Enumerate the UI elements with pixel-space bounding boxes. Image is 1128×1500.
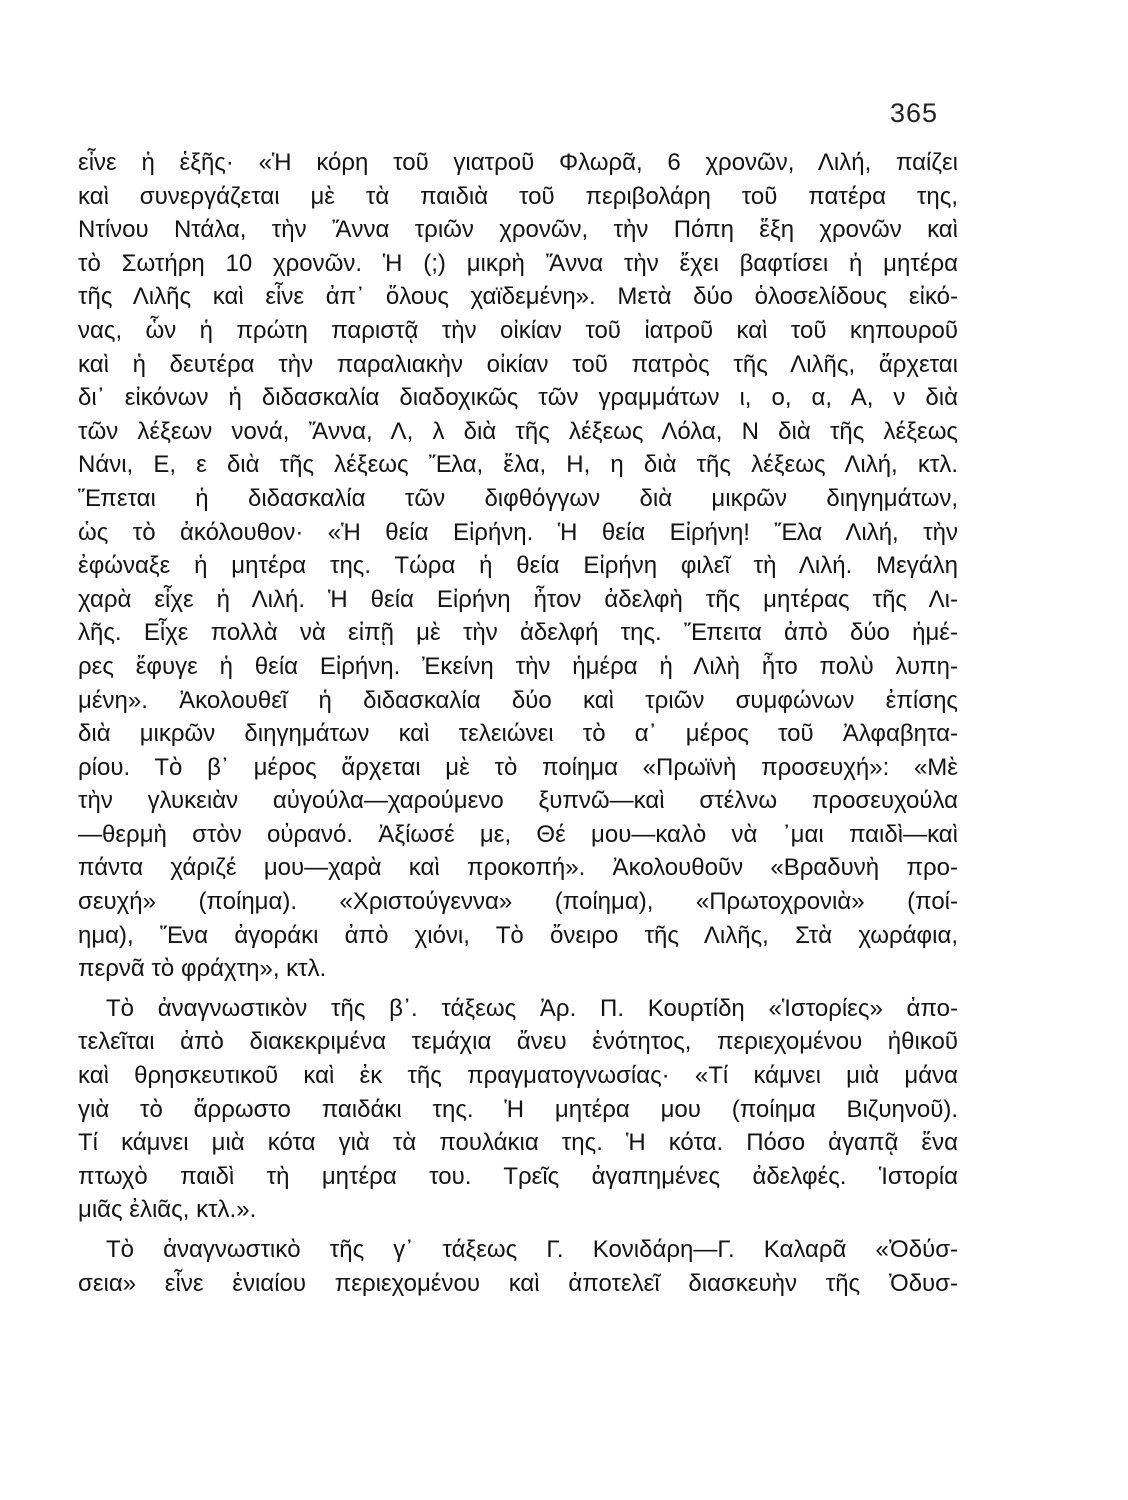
text-line: μιᾶς ἐλιᾶς, κτλ.». [78, 1196, 257, 1224]
text-line: καὶ συνεργάζεται μὲ τὰ παιδιὰ τοῦ περιβολάρη τοῦ πατέρα της, [78, 182, 958, 210]
text-line: Τὸ ἀναγνωστικὸ τῆς γ᾿ τάξεως Γ. Κονιδάρη—Γ. Καλαρᾶ «Ὀδύσ- [106, 1236, 958, 1263]
text-line: καὶ ἡ δευτέρα τὴν παραλιακὴν οἰκίαν τοῦ πατρὸς τῆς Λιλῆς, ἄρχεται [78, 350, 958, 378]
text-line: πτωχὸ παιδὶ τὴ μητέρα του. Τρεῖς ἀγαπημένες ἀδελφές. Ἱστορία [78, 1162, 958, 1190]
text-line: νας, ὧν ἡ πρώτη παριστᾷ τὴν οἰκίαν τοῦ ἰατροῦ καὶ τοῦ κηπουροῦ [78, 316, 958, 344]
paragraph-3 [78, 1233, 958, 1300]
text-line: εἶνε ἡ ἑξῆς· «Ἡ κόρη τοῦ γιατροῦ Φλωρᾶ, 6 χρονῶν, Λιλή, παίζει [78, 149, 958, 176]
text-line: Τὸ ἀναγνωστικὸν τῆς β᾿. τάξεως Ἀρ. Π. Κουρτίδη «Ἱστορίες» ἀπο- [106, 994, 958, 1022]
text-line: σευχή» (ποίημα). «Χριστούγεννα» (ποίημα), «Πρωτοχρονιὰ» (ποί- [78, 888, 958, 916]
text-line: ὡς τὸ ἀκόλουθον· «Ἡ θεία Εἰρήνη. Ἡ θεία Εἰρήνη! Ἔλα Λιλή, τὴν [78, 518, 958, 546]
text-line: ημα), Ἕνα ἀγοράκι ἀπὸ χιόνι, Τὸ ὄνειρο τῆς Λιλῆς, Στὰ χωράφια, [78, 921, 958, 949]
text-line: Ντίνου Ντάλα, τὴν Ἄννα τριῶν χρονῶν, τὴν Πόπη ἕξη χρονῶν καὶ [78, 216, 958, 244]
page-number: 365 [889, 98, 938, 128]
body-text [78, 146, 958, 1300]
text-line: περνᾶ τὸ φράχτη», κτλ. [78, 955, 327, 983]
text-line: ρες ἔφυγε ἡ θεία Εἰρήνη. Ἐκείνη τὴν ἡμέρα ἡ Λιλὴ ἦτο πολὺ λυπη- [78, 652, 958, 680]
text-line: λῆς. Εἶχε πολλὰ νὰ εἰπῇ μὲ τὴν ἀδελφή της. Ἔπειτα ἀπὸ δύο ἡμέ- [78, 619, 958, 647]
text-line: Ἕπεται ἡ διδασκαλία τῶν διφθόγγων διὰ μικρῶν διηγημάτων, [78, 484, 958, 512]
text-line: τῆς Λιλῆς καὶ εἶνε ἀπ᾿ ὅλους χαϊδεμένη». Μετὰ δύο ὁλοσελίδους εἰκό- [78, 283, 958, 311]
text-line: ρίου. Τὸ β᾿ μέρος ἄρχεται μὲ τὸ ποίημα «Πρωϊνὴ προσευχή»: «Μὲ [78, 753, 958, 781]
text-line: τὸ Σωτήρη 10 χρονῶν. Ἡ (;) μικρὴ Ἄννα τὴν ἔχει βαφτίσει ἡ μητέρα [78, 249, 958, 277]
text-line: ἐφώναξε ἡ μητέρα της. Τώρα ἡ θεία Εἰρήνη φιλεῖ τὴ Λιλή. Μεγάλη [78, 552, 958, 580]
text-line: Νάνι, Ε, ε διὰ τῆς λέξεως Ἔλα, ἔλα, Η, η διὰ τῆς λέξεως Λιλή, κτλ. [78, 451, 958, 479]
text-line: καὶ θρησκευτικοῦ καὶ ἐκ τῆς πραγματογνωσίας· «Τί κάμνει μιὰ μάνα [78, 1062, 958, 1090]
text-line: χαρὰ εἶχε ἡ Λιλή. Ἡ θεία Εἰρήνη ἦτον ἀδελφὴ τῆς μητέρας τῆς Λι- [78, 585, 958, 613]
paragraph-2 [78, 992, 958, 1227]
text-line: Τί κάμνει μιὰ κότα γιὰ τὰ πουλάκια της. Ἡ κότα. Πόσο ἀγαπᾷ ἕνα [78, 1129, 958, 1157]
text-line: τὴν γλυκειὰν αὐγούλα—χαρούμενο ξυπνῶ—καὶ στέλνω προσευχούλα [78, 787, 958, 815]
text-line: τελεῖται ἀπὸ διακεκριμένα τεμάχια ἄνευ ἑνότητος, περιεχομένου ἠθικοῦ [78, 1028, 958, 1056]
text-line: διὰ μικρῶν διηγημάτων καὶ τελειώνει τὸ α᾿ μέρος τοῦ Ἀλφαβητα- [78, 720, 958, 748]
text-line: μένη». Ἀκολουθεῖ ἡ διδασκαλία δύο καὶ τριῶν συμφώνων ἐπίσης [78, 686, 958, 714]
text-line: τῶν λέξεων νονά, Ἄννα, Λ, λ διὰ τῆς λέξεως Λόλα, Ν διὰ τῆς λέξεως [78, 417, 958, 445]
text-line: πάντα χάριζέ μου—χαρὰ καὶ προκοπή». Ἀκολουθοῦν «Βραδυνὴ προ- [78, 854, 958, 882]
text-line: δι᾿ εἰκόνων ἡ διδασκαλία διαδοχικῶς τῶν γραμμάτων ι, ο, α, Α, ν διὰ [78, 384, 958, 412]
text-line: σεια» εἶνε ἑνιαίου περιεχομένου καὶ ἀποτελεῖ διασκευὴν τῆς Ὀδυσ- [78, 1269, 958, 1297]
text-line: —θερμὴ στὸν οὐρανό. Ἀξίωσέ με, Θέ μου—καλὸ νὰ ᾿μαι παιδὶ—καὶ [78, 820, 958, 848]
paragraph-1 [78, 146, 958, 986]
text-line: γιὰ τὸ ἄρρωστο παιδάκι της. Ἡ μητέρα μου (ποίημα Βιζυηνοῦ). [78, 1095, 958, 1123]
